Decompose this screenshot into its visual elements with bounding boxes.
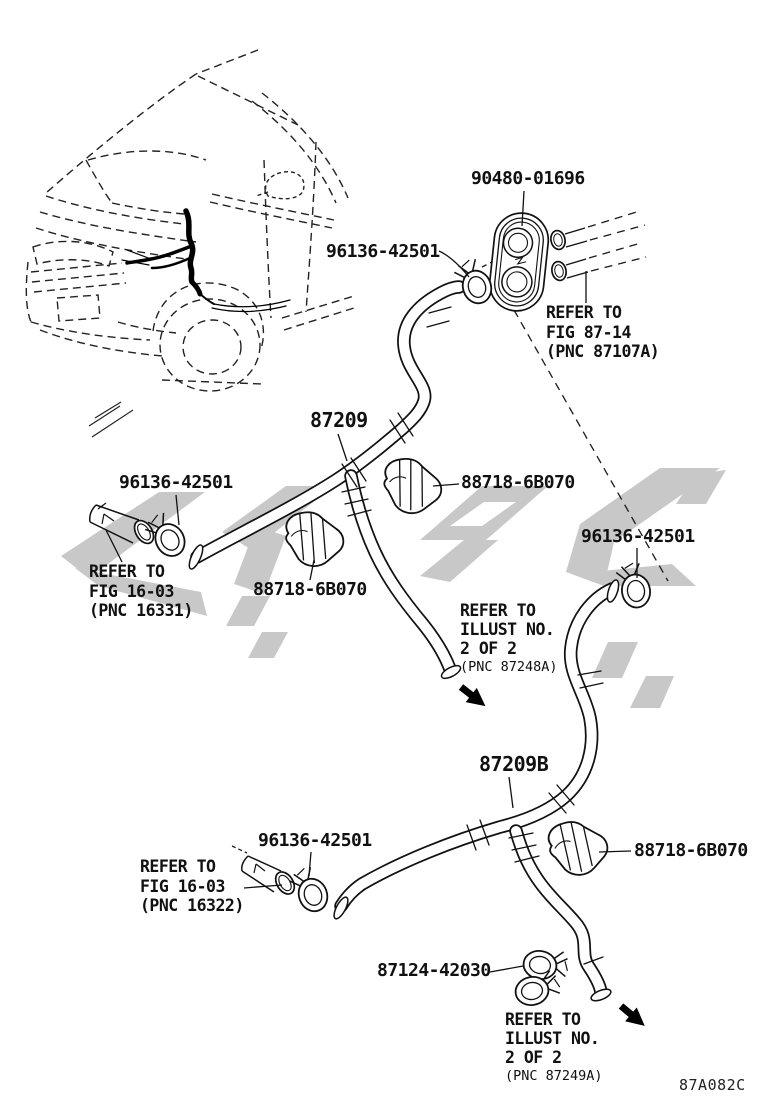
pipe-stub-16322 <box>242 856 298 897</box>
part-label-96136-42501-upper: 96136-42501 <box>326 241 440 262</box>
figure-code: 87A082C <box>679 1076 746 1094</box>
part-label-88718-6B070-mid: 88718-6B070 <box>253 579 367 600</box>
direction-arrow-lower <box>615 999 650 1033</box>
part-label-96136-42501-lower: 96136-42501 <box>258 830 372 851</box>
note-refer-fig-87-14: REFER TO FIG 87-14 (PNC 87107A) <box>546 303 660 361</box>
part-label-88718-6B070-lower: 88718-6B070 <box>634 840 748 861</box>
part-label-87209B: 87209B <box>479 752 549 776</box>
clamp-88718-mid <box>284 511 346 568</box>
part-label-96136-42501-left: 96136-42501 <box>119 472 233 493</box>
note-refer-illust-87249A: REFER TO ILLUST NO. 2 OF 2 (PNC 87249A) <box>505 1010 603 1084</box>
part-label-87124-42030: 87124-42030 <box>377 960 491 981</box>
grommet-90480 <box>487 210 551 313</box>
direction-arrow-upper <box>455 680 491 713</box>
part-label-96136-42501-right: 96136-42501 <box>581 526 695 547</box>
part-label-90480-01696: 90480-01696 <box>471 168 585 189</box>
clamp-88718-lower <box>548 820 610 877</box>
heater-pipes <box>549 228 588 282</box>
note-refer-fig-16-03-a: REFER TO FIG 16-03 (PNC 16331) <box>89 562 193 620</box>
part-label-88718-6B070-upper: 88718-6B070 <box>461 472 575 493</box>
clamp-88718-upper <box>380 456 445 517</box>
hose-routing-highlight <box>122 211 290 312</box>
note-refer-illust-87248A: REFER TO ILLUST NO. 2 OF 2 (PNC 87248A) <box>460 601 558 675</box>
note-refer-fig-16-03-b: REFER TO FIG 16-03 (PNC 16322) <box>140 857 244 915</box>
part-label-87209: 87209 <box>310 408 368 432</box>
